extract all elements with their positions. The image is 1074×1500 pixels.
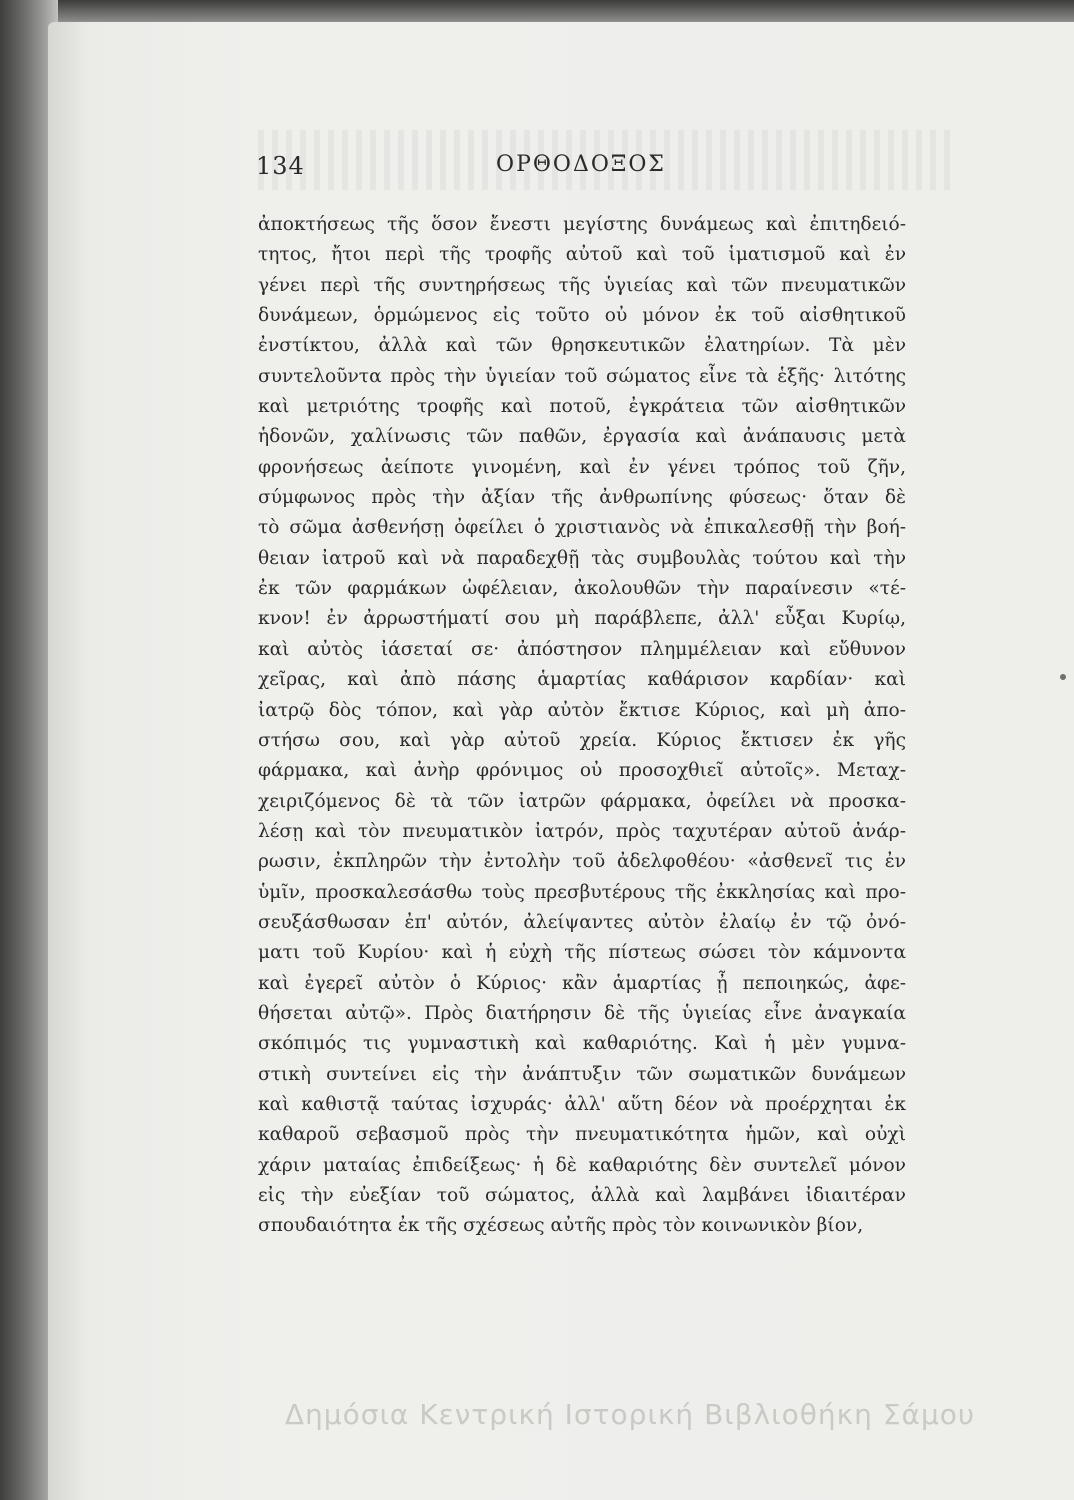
text-line: τητος, ἤτοι περὶ τῆς τροφῆς αὐτοῦ καὶ τοῦ ἱματισμοῦ καὶ ἐν (258, 244, 906, 266)
text-line: σπουδαιότητα ἐκ τῆς σχέσεως αὐτῆς πρὸς τὸν κοινωνικὸν βίον, (258, 1215, 864, 1237)
text-line: τὸ σῶμα ἀσθενήσῃ ὀφείλει ὁ χριστιανὸς νὰ ἐπικαλεσθῇ τὴν βοή- (258, 517, 906, 539)
text-line: λέσῃ καὶ τὸν πνευματικὸν ἰατρόν, πρὸς ταχυτέραν αὐτοῦ ἀνάρ- (258, 820, 906, 842)
library-watermark: Δημόσια Κεντρική Ιστορική Βιβλιοθήκη Σάμου (284, 1398, 976, 1431)
text-line: ἡδονῶν, χαλίνωσις τῶν παθῶν, ἐργασία καὶ ἀνάπαυσις μετὰ (258, 426, 906, 448)
text-line: ρωσιν, ἐκπληρῶν τὴν ἐντολὴν τοῦ ἀδελφοθέου· «ἀσθενεῖ τις ἐν (258, 851, 906, 873)
text-line: συντελοῦντα πρὸς τὴν ὑγιείαν τοῦ σώματος εἶνε τὰ ἑξῆς· λιτότης (258, 365, 906, 387)
text-line: ἀποκτήσεως τῆς ὅσον ἔνεστι μεγίστης δυνάμεως καὶ ἐπιτηδειό- (258, 214, 906, 235)
body-text (258, 210, 906, 1242)
text-line: γένει περὶ τῆς συντηρήσεως τῆς ὑγιείας καὶ τῶν πνευματικῶν (258, 274, 906, 296)
paper-speck (1060, 674, 1066, 680)
text-line: φάρμακα, καὶ ἀνὴρ φρόνιμος οὐ προσοχθιεῖ αὐτοῖς». Μεταχ- (258, 760, 906, 782)
text-line: ἐκ τῶν φαρμάκων ὠφέλειαν, ἀκολουθῶν τὴν παραίνεσιν «τέ- (258, 578, 906, 600)
text-line: ὑμῖν, προσκαλεσάσθω τοὺς πρεσβυτέρους τῆς ἐκκλησίας καὶ προ- (258, 881, 906, 903)
text-line: καὶ ἐγερεῖ αὐτὸν ὁ Κύριος· κἂν ἁμαρτίας ᾖ πεποιηκώς, ἀφε- (258, 972, 906, 994)
text-line: χεῖρας, καὶ ἀπὸ πάσης ἁμαρτίας καθάρισον καρδίαν· καὶ (258, 669, 906, 691)
text-line: χειριζόμενος δὲ τὰ τῶν ἰατρῶν φάρμακα, ὀφείλει νὰ προσκα- (258, 790, 906, 812)
text-line: σύμφωνος πρὸς τὴν ἀξίαν τῆς ἀνθρωπίνης φύσεως· ὅταν δὲ (258, 487, 906, 509)
page-header (256, 152, 906, 192)
text-line: καὶ καθιστᾷ ταύτας ἰσχυράς· ἀλλ' αὕτη δέον νὰ προέρχηται ἐκ (258, 1093, 906, 1115)
text-line: στικὴ συντείνει εἰς τὴν ἀνάπτυξιν τῶν σωματικῶν δυνάμεων (258, 1063, 906, 1085)
text-line: εἰς τὴν εὐεξίαν τοῦ σώματος, ἀλλὰ καὶ λαμβάνει ἰδιαιτέραν (258, 1185, 906, 1206)
text-line: ἐνστίκτου, ἀλλὰ καὶ τῶν θρησκευτικῶν ἐλατηρίων. Τὰ μὲν (258, 335, 906, 357)
text-line: κνον! ἐν ἀρρωστήματί σου μὴ παράβλεπε, ἀλλ' εὖξαι Κυρίῳ, (258, 608, 906, 630)
text-line: ματι τοῦ Κυρίου· καὶ ἡ εὐχὴ τῆς πίστεως σώσει τὸν κάμνοντα (258, 942, 906, 964)
text-line: χάριν ματαίας ἐπιδείξεως· ἡ δὲ καθαριότης δὲν συντελεῖ μόνον (258, 1154, 906, 1176)
text-line: ἰατρῷ δὸς τόπον, καὶ γὰρ αὐτὸν ἔκτισε Κύριος, καὶ μὴ ἀπο- (258, 699, 906, 721)
text-line: καθαροῦ σεβασμοῦ πρὸς τὴν πνευματικότητα ἡμῶν, καὶ οὐχὶ (258, 1124, 906, 1146)
text-line: καὶ αὐτὸς ἰάσεταί σε· ἀπόστησον πλημμέλειαν καὶ εὔθυνον (258, 638, 906, 660)
text-line: στήσω σου, καὶ γὰρ αὐτοῦ χρεία. Κύριος ἔκτισεν ἐκ γῆς (258, 729, 906, 751)
running-title: ΟΡΘΟΔΟΞΟΣ (496, 152, 666, 177)
text-line: σευξάσθωσαν ἐπ' αὐτόν, ἀλείψαντες αὐτὸν ἐλαίῳ ἐν τῷ ὀνό- (258, 911, 906, 933)
text-line: θήσεται αὐτῷ». Πρὸς διατήρησιν δὲ τῆς ὑγιείας εἶνε ἀναγκαία (258, 1002, 906, 1024)
text-line: φρονήσεως ἀείποτε γινομένη, καὶ ἐν γένει τρόπος τοῦ ζῆν, (258, 456, 906, 478)
page-number: 134 (256, 152, 305, 180)
text-line: θειαν ἰατροῦ καὶ νὰ παραδεχθῇ τὰς συμβουλὰς τούτου καὶ τὴν (258, 547, 906, 569)
text-line: δυνάμεων, ὁρμώμενος εἰς τοῦτο οὐ μόνον ἐκ τοῦ αἰσθητικοῦ (258, 305, 906, 327)
text-line: καὶ μετριότης τροφῆς καὶ ποτοῦ, ἐγκράτεια τῶν αἰσθητικῶν (258, 396, 906, 418)
text-line: σκόπιμός τις γυμναστικὴ καὶ καθαριότης. Καὶ ἡ μὲν γυμνα- (258, 1033, 906, 1055)
